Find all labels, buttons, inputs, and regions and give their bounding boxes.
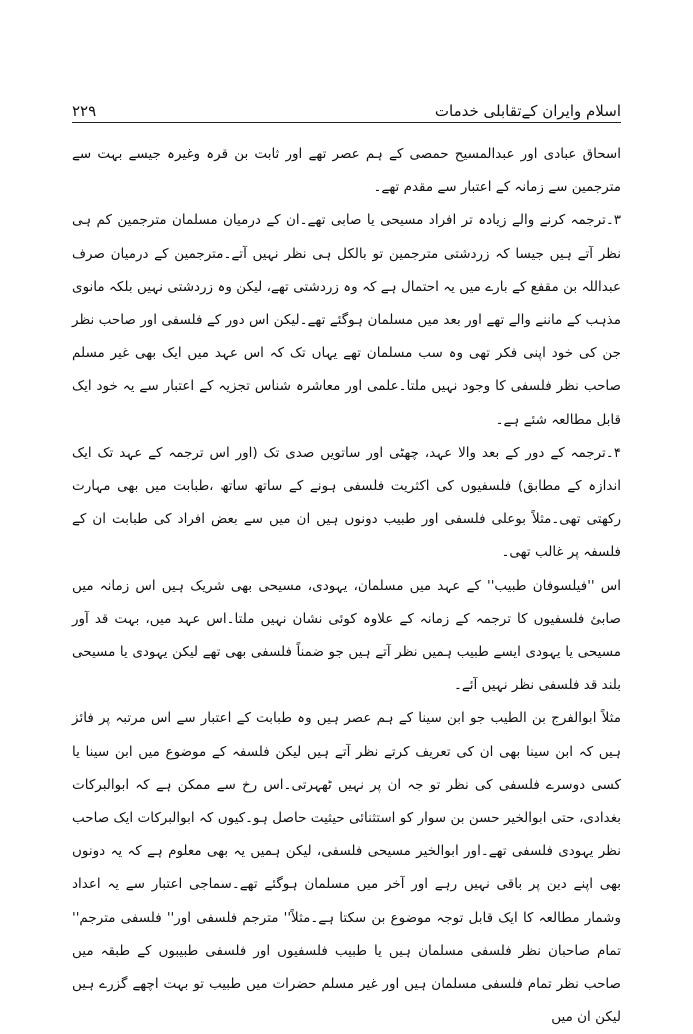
- body-text: [72, 138, 621, 1026]
- paragraph-3: ۴۔ترجمہ کے دور کے بعد والا عہد، چھٹی اور ساتویں صدی تک (اور اس ترجمہ کے عہد تک ایک اندازہ کے مطابق) فلسفیوں کی اکثریت فلسفی ہونے کے ساتھ ساتھ ،طبابت میں بھی مہارت رکھتی تھی۔مثلاً بوعلی فلسفی اور طبیب دونوں ہیں ان میں سے بعض افراد کی طبابت ان کے فلسفہ پر غالب تھی۔: [72, 444, 621, 561]
- running-title: اسلام وایران کےتقابلی خدمات: [434, 102, 621, 120]
- paragraph-5: مثلاً ابوالفرج بن الطیب جو ابن سینا کے ہم عصر ہیں وہ طبابت کے اعتبار سے اس مرتبہ پر فائز ہیں کہ ابن سینا بھی ان کی تعریف کرتے نظر آتے ہیں لیکن فلسفہ کے موضوع میں ابن سینا یا کسی دوسرے فلسفی کی نظر تو جہ ان پر نہیں ٹھہرتی۔اس رخ سے ممکن ہے کہ ابوالبرکات بغدادی، حتی ابوالخیر حسن بن سوار کو استثنائی حیثیت حاصل ہو۔کیوں کہ ابوالبرکات ایک صاحب نظر یہودی فلسفی تھے۔اور ابوالخیر مسیحی فلسفی، لیکن ہمیں یہ بھی معلوم ہے کہ یہ دونوں بھی اپنے دین پر باقی نہیں رہے اور آخر میں مسلمان ہوگئے تھے۔سماجی اعتبار سے یہ اعداد وشمار مطالعہ کا ایک قابل توجہ موضوع بن سکتا ہے۔مثلاً'' مترجم فلسفی اور'' فلسفی مترجم'' تمام صاحبان نظر فلسفی مسلمان ہیں یا طبیب فلسفیوں اور فلسفی طبیبوں کے طبقہ میں صاحب نظر تمام فلسفی مسلمان ہیں اور غیر مسلم حضرات میں طبیب تو بہت اچھے گزرے ہیں لیکن ان میں: [72, 710, 621, 1026]
- page-header: [72, 90, 621, 120]
- paragraph-2: ۳۔ترجمہ کرنے والے زیادہ تر افراد مسیحی یا صابی تھے۔ان کے درمیان مسلمان مترجمین کم ہی نظر آتے ہیں جیسا کہ زردشتی مترجمین تو بالکل ہی نظر نہیں آتے۔مترجمین کے درمیان صرف عبداللہ بن مقفع کے بارے میں یہ احتمال ہے کہ وہ زردشتی تھے، لیکن وہ زردشتی نہیں بلکہ مانوی مذہب کے ماننے والے تھے اور بعد میں مسلمان ہوگئے تھے۔لیکن اس دور کے فلسفی اور صاحب نظر جن کی خود اپنی فکر تھی وہ سب مسلمان تھے یہاں تک کہ اس عہد میں ایک بھی غیر مسلم صاحب نظر فلسفی کا وجود نہیں ملتا۔علمی اور معاشرہ شناس تجزیہ کے اعتبار سے یہ خود ایک قابل مطالعہ شئے ہے۔: [72, 212, 621, 428]
- paragraph-1: اسحاق عبادی اور عبدالمسیح حمصی کے ہم عصر تھے اور ثابت بن قرہ وغیرہ جیسے بہت سے مترجمین سے زمانہ کے اعتبار سے مقدم تھے۔: [72, 146, 621, 196]
- paragraph-4: اس ''فیلسوفان طبیب'' کے عہد میں مسلمان، یہودی، مسیحی بھی شریک ہیں اس زمانہ میں صابئ فلسفیوں کا ترجمہ کے زمانہ کے علاوہ کوئی نشان نہیں ملتا۔اس عہد میں، بہت قد آور مسیحی یا یہودی ایسے طبیب ہمیں نظر آتے ہیں جو ضمناً فلسفی بھی تھے لیکن یہودی یا مسیحی بلند قد فلسفی نظر نہیں آئے۔: [72, 577, 621, 694]
- header-rule: [72, 122, 621, 123]
- page-number: ۲۲۹: [72, 102, 97, 120]
